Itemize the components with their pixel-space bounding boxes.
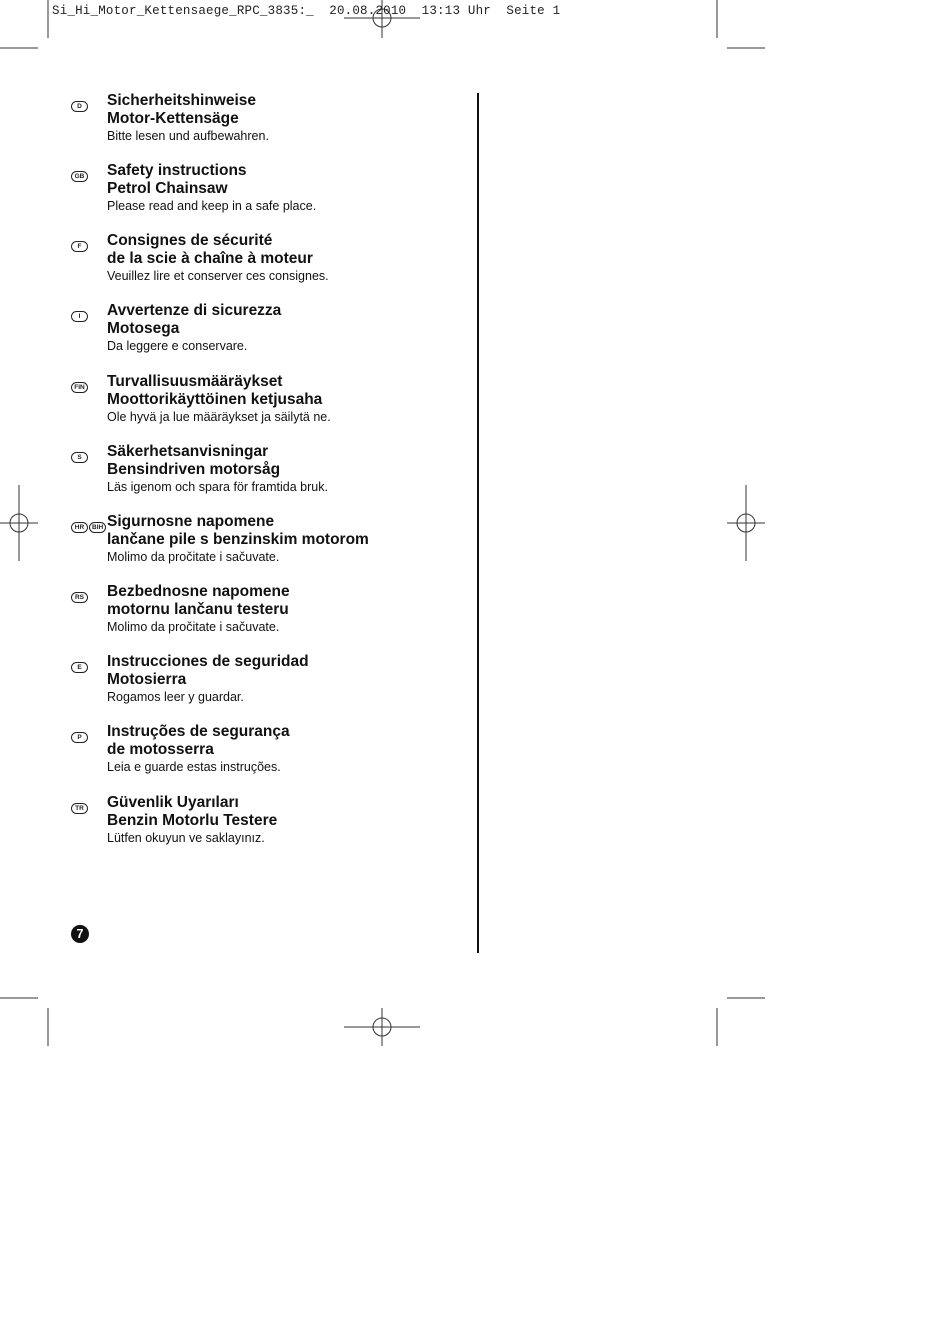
entry-subtitle: Da leggere e conservare.	[107, 339, 248, 353]
country-code-badge: E	[71, 662, 88, 673]
country-code-badges	[71, 171, 88, 182]
entry-title	[107, 653, 309, 689]
entry-title-line-2: Petrol Chainsaw	[107, 180, 228, 197]
entry-subtitle: Läs igenom och spara för framtida bruk.	[107, 480, 328, 494]
country-code-badge: S	[71, 452, 88, 463]
entry-subtitle: Ole hyvä ja lue määräykset ja säilytä ne.	[107, 410, 331, 424]
country-code-badge: D	[71, 101, 88, 112]
language-entry	[0, 373, 470, 437]
country-code-badges	[71, 592, 88, 603]
entry-title	[107, 513, 369, 549]
entry-subtitle: Please read and keep in a safe place.	[107, 199, 317, 213]
country-code-badge: HR	[71, 522, 88, 533]
entry-title-line-1: Instruções de segurança	[107, 723, 290, 740]
entry-title-line-1: Sigurnosne napomene	[107, 513, 275, 530]
entry-subtitle: Molimo da pročitate i sačuvate.	[107, 620, 280, 634]
entry-title-line-2: lančane pile s benzinskim motorom	[107, 531, 369, 548]
entry-subtitle: Molimo da pročitate i sačuvate.	[107, 550, 280, 564]
entry-subtitle: Leia e guarde estas instruções.	[107, 760, 281, 774]
entry-title-line-2: Motosierra	[107, 671, 187, 688]
country-code-badges	[71, 732, 88, 743]
country-code-badge: TR	[71, 803, 88, 814]
country-code-badge: GB	[71, 171, 88, 182]
entry-title	[107, 583, 290, 619]
entry-title-line-2: Motor-Kettensäge	[107, 110, 239, 127]
column-divider	[477, 93, 479, 953]
entry-title	[107, 232, 313, 268]
country-code-badge: RS	[71, 592, 88, 603]
country-code-badge: F	[71, 241, 88, 252]
entry-title-line-1: Säkerhetsanvisningar	[107, 443, 269, 460]
country-code-badges	[71, 662, 88, 673]
country-code-badge: BIH	[89, 522, 106, 533]
country-code-badges	[71, 522, 106, 533]
language-entry	[0, 302, 470, 366]
language-entry	[0, 443, 470, 507]
entry-title-line-1: Consignes de sécurité	[107, 232, 273, 249]
country-code-badges	[71, 452, 88, 463]
page-number-badge: 7	[71, 925, 89, 943]
entry-title	[107, 92, 256, 128]
entry-title-line-2: Moottorikäyttöinen ketjusaha	[107, 391, 323, 408]
language-entry	[0, 92, 470, 156]
entry-subtitle: Veuillez lire et conserver ces consignes.	[107, 269, 329, 283]
entry-subtitle: Rogamos leer y guardar.	[107, 690, 244, 704]
country-code-badges	[71, 803, 88, 814]
entry-title-line-2: Benzin Motorlu Testere	[107, 812, 278, 829]
language-entry	[0, 232, 470, 296]
language-entry	[0, 583, 470, 647]
country-code-badge: FIN	[71, 382, 88, 393]
entry-title-line-1: Instrucciones de seguridad	[107, 653, 309, 670]
entry-title-line-1: Bezbednosne napomene	[107, 583, 290, 600]
entry-title	[107, 302, 281, 338]
country-code-badge: P	[71, 732, 88, 743]
country-code-badges	[71, 382, 88, 393]
entry-title-line-2: Motosega	[107, 320, 180, 337]
print-slug-header: Si_Hi_Motor_Kettensaege_RPC_3835:_ 20.08.2010 13:13 Uhr Seite 1	[52, 4, 561, 18]
entry-subtitle: Bitte lesen und aufbewahren.	[107, 129, 269, 143]
entry-title-line-1: Sicherheitshinweise	[107, 92, 257, 109]
entry-subtitle: Lütfen okuyun ve saklayınız.	[107, 831, 265, 845]
entry-title-line-1: Turvallisuusmääräykset	[107, 373, 283, 390]
country-code-badges	[71, 311, 88, 322]
entry-title	[107, 162, 247, 198]
country-code-badges	[71, 241, 88, 252]
country-code-badge: I	[71, 311, 88, 322]
country-code-badges	[71, 101, 88, 112]
entry-title-line-2: de motosserra	[107, 741, 214, 758]
entry-title	[107, 723, 290, 759]
language-entry	[0, 794, 470, 858]
entry-title-line-1: Safety instructions	[107, 162, 247, 179]
language-entry	[0, 162, 470, 226]
entry-title-line-1: Avvertenze di sicurezza	[107, 302, 282, 319]
entry-title	[107, 443, 280, 479]
entry-title-line-2: motornu lančanu testeru	[107, 601, 289, 618]
language-entry	[0, 513, 470, 577]
entry-title-line-2: de la scie à chaîne à moteur	[107, 250, 313, 267]
entry-title-line-1: Güvenlik Uyarıları	[107, 794, 239, 811]
entry-title	[107, 794, 277, 830]
language-entry	[0, 723, 470, 787]
entry-title	[107, 373, 322, 409]
entry-title-line-2: Bensindriven motorsåg	[107, 461, 281, 478]
language-entry	[0, 653, 470, 717]
